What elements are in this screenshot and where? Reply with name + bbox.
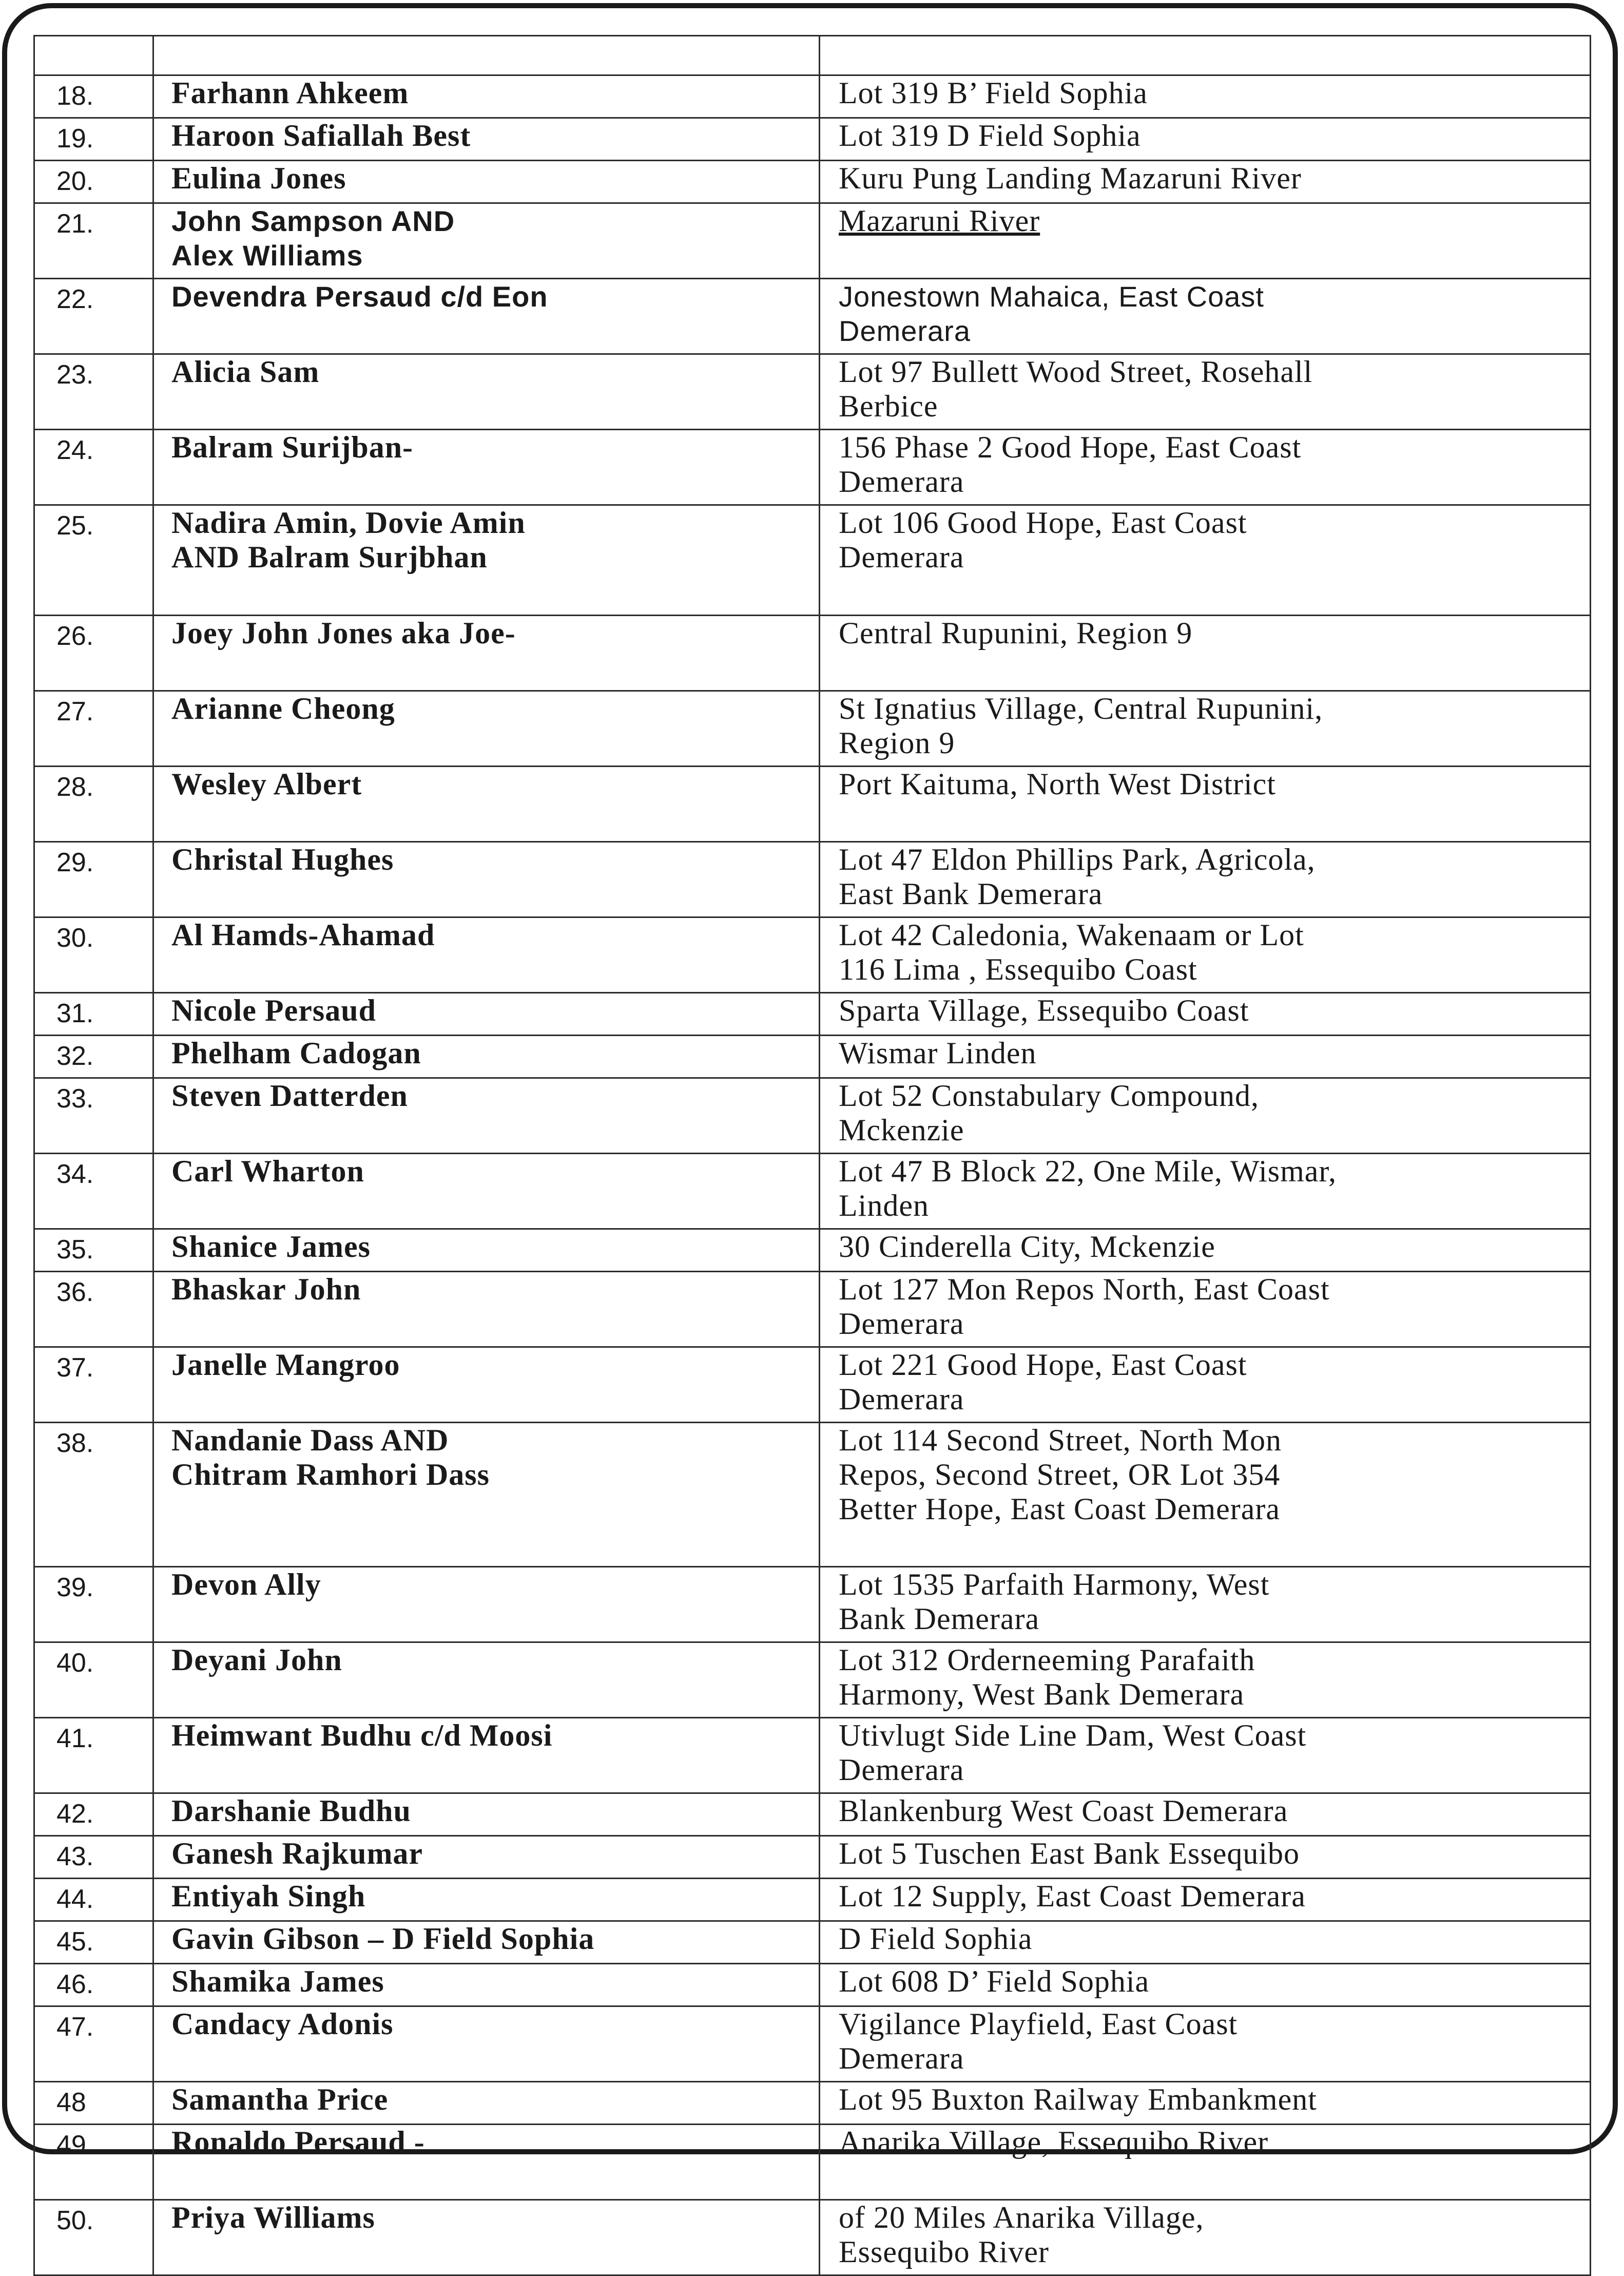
table-row xyxy=(34,1836,1591,1879)
address-cell xyxy=(820,1718,1591,1793)
person-name-cell xyxy=(153,691,820,767)
address-line: Demerara xyxy=(839,1753,964,1787)
address-cell xyxy=(820,1567,1591,1642)
person-name-cell xyxy=(153,1567,820,1642)
table-row xyxy=(34,616,1591,691)
address-cell xyxy=(820,1036,1591,1078)
address-line: Sparta Village, Essequibo Coast xyxy=(839,993,1249,1027)
table-row xyxy=(34,1642,1591,1718)
person-name-line: Haroon Safiallah Best xyxy=(171,119,471,152)
table-row xyxy=(34,2082,1591,2125)
table-row xyxy=(34,279,1591,354)
person-name-line: Eulina Jones xyxy=(171,161,346,195)
person-name-line: Darshanie Budhu xyxy=(171,1794,411,1828)
table-row xyxy=(34,118,1591,161)
person-name-line: Alicia Sam xyxy=(171,355,320,389)
person-name-cell xyxy=(153,203,820,279)
address-line: Demerara xyxy=(839,315,971,347)
address-line: D Field Sophia xyxy=(839,1922,1033,1956)
table-row xyxy=(34,1879,1591,1921)
person-name-cell xyxy=(153,917,820,993)
person-name-cell xyxy=(153,2006,820,2082)
person-name-cell xyxy=(153,993,820,1036)
address-line: Better Hope, East Coast Demerara xyxy=(839,1492,1281,1526)
address-cell xyxy=(820,2125,1591,2200)
address-line: Lot 47 Eldon Phillips Park, Agricola, xyxy=(839,843,1316,876)
table-row xyxy=(34,2006,1591,2082)
address-cell xyxy=(820,842,1591,917)
person-name-line: Ganesh Rajkumar xyxy=(171,1837,423,1870)
address-cell xyxy=(820,2082,1591,2125)
address-line: East Bank Demerara xyxy=(839,877,1103,911)
person-name-cell xyxy=(153,1272,820,1347)
address-cell xyxy=(820,2006,1591,2082)
address-line: Repos, Second Street, OR Lot 354 xyxy=(839,1458,1281,1491)
address-cell xyxy=(820,1272,1591,1347)
row-number: 43. xyxy=(34,1836,153,1879)
address-line: Lot 95 Buxton Railway Embankment xyxy=(839,2082,1317,2116)
table-row xyxy=(34,993,1591,1036)
person-name-line: Farhann Ahkeem xyxy=(171,76,409,110)
person-name-line: Devon Ally xyxy=(171,1567,321,1601)
address-line: Wismar Linden xyxy=(839,1036,1037,1070)
table-row xyxy=(34,1567,1591,1642)
address-cell xyxy=(820,118,1591,161)
table-row xyxy=(34,1036,1591,1078)
table-row xyxy=(34,1423,1591,1567)
row-number: 41. xyxy=(34,1718,153,1793)
address-cell xyxy=(820,203,1591,279)
person-name-line: Steven Datterden xyxy=(171,1079,408,1113)
person-name-line: Gavin Gibson – D Field Sophia xyxy=(171,1922,595,1956)
person-name-cell xyxy=(153,842,820,917)
address-cell xyxy=(820,161,1591,203)
listing-table-body xyxy=(34,36,1591,2275)
address-line: Anarika Village, Essequibo River xyxy=(839,2125,1269,2159)
address-line: Blankenburg West Coast Demerara xyxy=(839,1794,1288,1828)
row-number: 47. xyxy=(34,2006,153,2082)
row-number: 48 xyxy=(34,2082,153,2125)
person-name-cell xyxy=(153,1718,820,1793)
person-name-cell xyxy=(153,354,820,430)
row-number: 34. xyxy=(34,1154,153,1229)
address-line: of 20 Miles Anarika Village, xyxy=(839,2201,1204,2234)
person-name-cell xyxy=(153,1423,820,1567)
address-cell xyxy=(820,354,1591,430)
row-number: 44. xyxy=(34,1879,153,1921)
address-cell xyxy=(820,1879,1591,1921)
table-row xyxy=(34,430,1591,505)
person-name-line: Ronaldo Persaud - xyxy=(171,2125,425,2159)
person-name-line: Alex Williams xyxy=(171,239,363,272)
address-line: Demerara xyxy=(839,465,964,499)
address-line: Lot 1535 Parfaith Harmony, West xyxy=(839,1567,1270,1601)
row-number: 24. xyxy=(34,430,153,505)
row-number: 35. xyxy=(34,1229,153,1272)
address-cell xyxy=(820,1347,1591,1423)
row-number: 31. xyxy=(34,993,153,1036)
person-name-line: Priya Williams xyxy=(171,2201,375,2234)
address-cell xyxy=(820,1921,1591,1964)
person-name-line: Christal Hughes xyxy=(171,843,394,876)
person-name-cell xyxy=(153,1642,820,1718)
table-row xyxy=(34,1964,1591,2006)
person-name-cell xyxy=(153,2082,820,2125)
person-name-line: Deyani John xyxy=(171,1643,342,1677)
table-row xyxy=(34,1347,1591,1423)
address-line: Lot 97 Bullett Wood Street, Rosehall xyxy=(839,355,1313,389)
address-line: Lot 221 Good Hope, East Coast xyxy=(839,1348,1247,1382)
address-line: Lot 319 D Field Sophia xyxy=(839,119,1141,152)
row-number: 18. xyxy=(34,75,153,118)
person-name-line: Nicole Persaud xyxy=(171,993,376,1027)
table-row xyxy=(34,1229,1591,1272)
address-line: Demerara xyxy=(839,1382,964,1416)
row-number: 29. xyxy=(34,842,153,917)
table-row xyxy=(34,1793,1591,1836)
person-name-cell xyxy=(153,1921,820,1964)
table-row xyxy=(34,1272,1591,1347)
person-name-line: Carl Wharton xyxy=(171,1154,364,1188)
person-name-line: Heimwant Budhu c/d Moosi xyxy=(171,1718,553,1752)
person-name-cell xyxy=(153,279,820,354)
address-line: Vigilance Playfield, East Coast xyxy=(839,2007,1238,2041)
person-name-line: Entiyah Singh xyxy=(171,1879,366,1913)
person-name-cell xyxy=(153,2125,820,2200)
table-row xyxy=(34,842,1591,917)
row-number: 22. xyxy=(34,279,153,354)
row-number: 20. xyxy=(34,161,153,203)
table-row xyxy=(34,917,1591,993)
address-line: Lot 114 Second Street, North Mon xyxy=(839,1423,1282,1457)
address-cell xyxy=(820,75,1591,118)
person-name-cell xyxy=(153,616,820,691)
address-line: Lot 319 B’ Field Sophia xyxy=(839,76,1148,110)
person-name-cell xyxy=(153,2200,820,2275)
address-cell xyxy=(820,993,1591,1036)
address-cell xyxy=(820,1793,1591,1836)
address-cell xyxy=(820,1154,1591,1229)
address-line: Essequibo River xyxy=(839,2235,1049,2269)
address-line: St Ignatius Village, Central Rupunini, xyxy=(839,692,1323,725)
address-line: 156 Phase 2 Good Hope, East Coast xyxy=(839,430,1302,464)
row-number: 28. xyxy=(34,767,153,842)
person-name-line: Arianne Cheong xyxy=(171,692,395,725)
person-name-line: Samantha Price xyxy=(171,2082,389,2116)
table-row xyxy=(34,1154,1591,1229)
address-line: Lot 127 Mon Repos North, East Coast xyxy=(839,1272,1330,1306)
address-cell xyxy=(820,767,1591,842)
row-number: 45. xyxy=(34,1921,153,1964)
table-row xyxy=(34,203,1591,279)
address-line: Demerara xyxy=(839,1307,964,1341)
person-name-line: John Sampson AND xyxy=(171,205,455,237)
address-cell xyxy=(820,430,1591,505)
row-number: 36. xyxy=(34,1272,153,1347)
person-name-cell xyxy=(153,75,820,118)
address-cell xyxy=(820,505,1591,616)
person-name-cell xyxy=(153,161,820,203)
row-number: 33. xyxy=(34,1078,153,1154)
table-row xyxy=(34,1078,1591,1154)
person-name-cell xyxy=(153,430,820,505)
row-number: 26. xyxy=(34,616,153,691)
row-number: 21. xyxy=(34,203,153,279)
address-cell xyxy=(820,279,1591,354)
header-cell-name xyxy=(153,36,820,75)
address-cell xyxy=(820,917,1591,993)
table-row xyxy=(34,2200,1591,2275)
person-name-cell xyxy=(153,1836,820,1879)
address-cell xyxy=(820,1423,1591,1567)
address-line: Mazaruni River xyxy=(839,204,1040,238)
person-name-line: Nandanie Dass AND xyxy=(171,1423,449,1457)
person-name-line: Shamika James xyxy=(171,1964,384,1998)
row-number: 38. xyxy=(34,1423,153,1567)
table-row xyxy=(34,505,1591,616)
row-number: 42. xyxy=(34,1793,153,1836)
row-number: 39. xyxy=(34,1567,153,1642)
address-line: Central Rupunini, Region 9 xyxy=(839,616,1193,650)
table-row xyxy=(34,1718,1591,1793)
table-row xyxy=(34,1921,1591,1964)
address-line: Lot 608 D’ Field Sophia xyxy=(839,1964,1150,1998)
header-row xyxy=(34,36,1591,75)
person-name-line: Joey John Jones aka Joe- xyxy=(171,616,516,650)
address-line: 30 Cinderella City, Mckenzie xyxy=(839,1230,1215,1264)
person-name-cell xyxy=(153,1154,820,1229)
address-line: Lot 12 Supply, East Coast Demerara xyxy=(839,1879,1306,1913)
address-line: Berbice xyxy=(839,389,938,423)
row-number: 46. xyxy=(34,1964,153,2006)
table-row xyxy=(34,2125,1591,2200)
person-name-cell xyxy=(153,118,820,161)
address-line: Lot 52 Constabulary Compound, xyxy=(839,1079,1259,1113)
person-name-line: Nadira Amin, Dovie Amin xyxy=(171,506,526,540)
header-cell-number xyxy=(34,36,153,75)
row-number: 40. xyxy=(34,1642,153,1718)
listing-table xyxy=(33,35,1591,2276)
person-name-line: Phelham Cadogan xyxy=(171,1036,421,1070)
person-name-cell xyxy=(153,1229,820,1272)
address-line: Lot 42 Caledonia, Wakenaam or Lot xyxy=(839,918,1304,952)
address-line: Jonestown Mahaica, East Coast xyxy=(839,280,1264,313)
person-name-cell xyxy=(153,1078,820,1154)
row-number: 30. xyxy=(34,917,153,993)
person-name-line: Balram Surijban- xyxy=(171,430,414,464)
person-name-line: Chitram Ramhori Dass xyxy=(171,1458,490,1491)
person-name-line: Shanice James xyxy=(171,1230,371,1264)
table-row xyxy=(34,767,1591,842)
address-line: Lot 312 Orderneeming Parafaith xyxy=(839,1643,1255,1677)
address-cell xyxy=(820,691,1591,767)
address-line: Lot 106 Good Hope, East Coast xyxy=(839,506,1247,540)
table-row xyxy=(34,354,1591,430)
address-cell xyxy=(820,1642,1591,1718)
person-name-line: Al Hamds-Ahamad xyxy=(171,918,435,952)
row-number: 27. xyxy=(34,691,153,767)
person-name-line: Janelle Mangroo xyxy=(171,1348,400,1382)
address-line: Lot 5 Tuschen East Bank Essequibo xyxy=(839,1837,1300,1870)
address-cell xyxy=(820,1836,1591,1879)
person-name-line: Wesley Albert xyxy=(171,767,362,801)
row-number: 32. xyxy=(34,1036,153,1078)
row-number: 23. xyxy=(34,354,153,430)
address-line: Utivlugt Side Line Dam, West Coast xyxy=(839,1718,1307,1752)
row-number: 50. xyxy=(34,2200,153,2275)
address-line: Demerara xyxy=(839,2041,964,2075)
address-line: Lot 47 B Block 22, One Mile, Wismar, xyxy=(839,1154,1337,1188)
address-line: Linden xyxy=(839,1189,929,1222)
person-name-line: AND Balram Surjbhan xyxy=(171,540,488,574)
person-name-cell xyxy=(153,1964,820,2006)
row-number: 49. xyxy=(34,2125,153,2200)
address-cell xyxy=(820,1964,1591,2006)
row-number: 25. xyxy=(34,505,153,616)
person-name-cell xyxy=(153,1036,820,1078)
person-name-line: Bhaskar John xyxy=(171,1272,361,1306)
address-line: Demerara xyxy=(839,540,964,574)
person-name-cell xyxy=(153,1793,820,1836)
address-line: Kuru Pung Landing Mazaruni River xyxy=(839,161,1302,195)
address-line: Port Kaituma, North West District xyxy=(839,767,1276,801)
address-line: Harmony, West Bank Demerara xyxy=(839,1677,1245,1711)
table-row xyxy=(34,75,1591,118)
header-cell-address xyxy=(820,36,1591,75)
person-name-line: Candacy Adonis xyxy=(171,2007,394,2041)
person-name-cell xyxy=(153,1347,820,1423)
table-row xyxy=(34,691,1591,767)
address-line: Bank Demerara xyxy=(839,1602,1040,1636)
address-cell xyxy=(820,616,1591,691)
address-line: Region 9 xyxy=(839,726,955,760)
address-cell xyxy=(820,1229,1591,1272)
row-number: 37. xyxy=(34,1347,153,1423)
person-name-line: Devendra Persaud c/d Eon xyxy=(171,280,548,313)
row-number: 19. xyxy=(34,118,153,161)
table-row xyxy=(34,161,1591,203)
address-cell xyxy=(820,1078,1591,1154)
address-line: Mckenzie xyxy=(839,1113,964,1147)
person-name-cell xyxy=(153,1879,820,1921)
address-line: 116 Lima , Essequibo Coast xyxy=(839,952,1197,986)
address-cell xyxy=(820,2200,1591,2275)
person-name-cell xyxy=(153,767,820,842)
person-name-cell xyxy=(153,505,820,616)
